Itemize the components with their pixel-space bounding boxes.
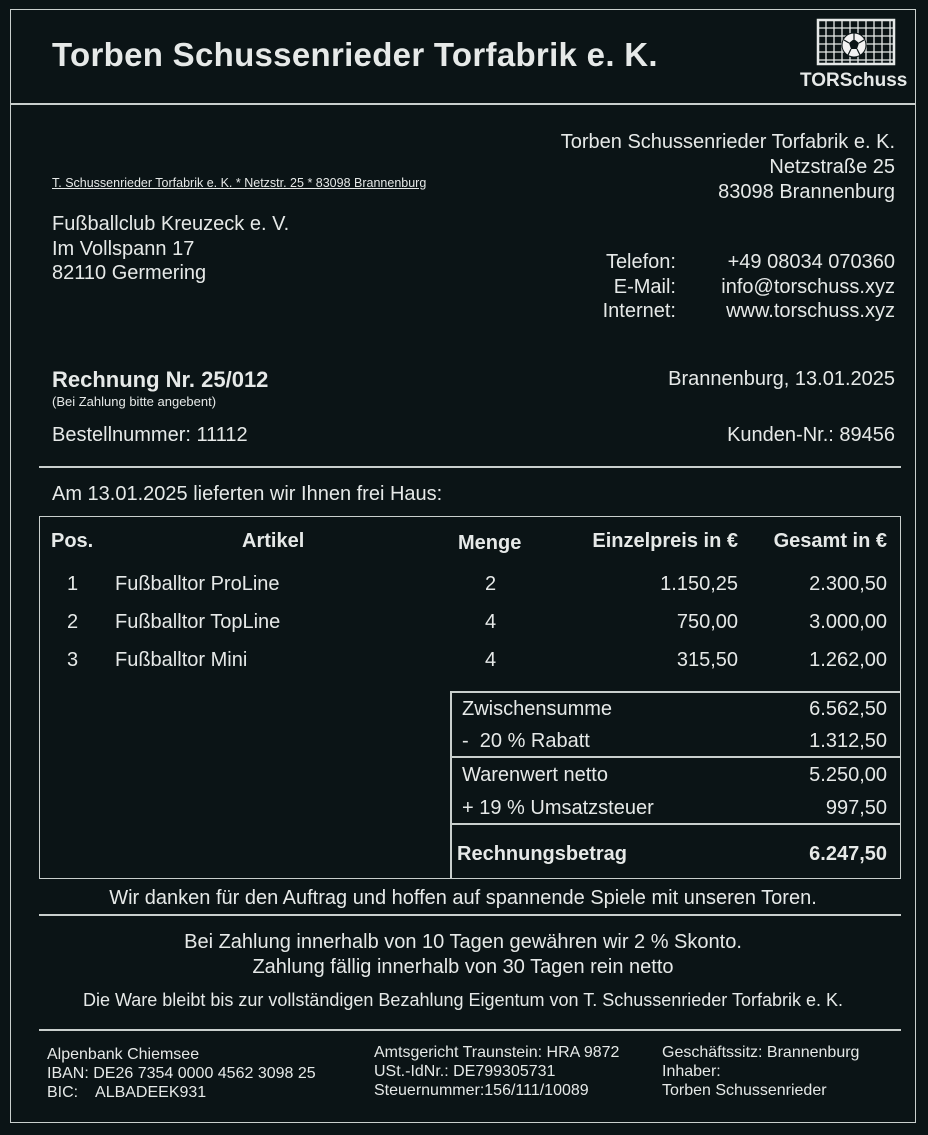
phone-number: +49 08034 070360 [727,251,895,273]
footer-bank [47,1045,316,1102]
order-number: Bestellnummer: 11112 [52,424,248,446]
summary-left-rule [450,691,452,879]
phone-label: Telefon: [605,251,676,273]
header-qty: Menge [458,532,522,554]
business-seat: Geschäftssitz: Brannenburg [662,1044,860,1061]
logo-text: TORSchuss [800,70,908,91]
thanks-text: Wir danken für den Auftrag und hoffen auf spannende Spiele mit unseren Toren. [109,887,817,909]
owner-label: Inhaber: [662,1063,721,1080]
notes-divider [39,914,901,916]
company-title: Torben Schussenrieder Torfabrik e. K. [52,36,658,73]
discount-label: - 20 % Rabatt [462,730,590,752]
court-registration: Amtsgericht Traunstein: HRA 9872 [374,1044,620,1061]
company-address [561,130,895,205]
row-total: 3.000,00 [809,611,887,633]
row-qty: 4 [485,611,497,633]
summary-bottom-rule [450,823,901,825]
meta-divider [39,466,901,468]
footer-seat [662,1043,859,1100]
recipient-address [52,212,289,286]
row-pos: 3 [67,649,79,671]
header-total: Gesamt in € [773,530,887,552]
bank-name: Alpenbank Chiemsee [47,1046,200,1063]
header-unit-price: Einzelpreis in € [592,530,738,552]
vat-value: 997,50 [825,797,887,819]
total-value: 6.247,50 [809,843,887,865]
customer-number: Kunden-Nr.: 89456 [727,424,895,446]
row-unit-price: 750,00 [676,611,738,633]
header-pos: Pos. [51,530,94,552]
contact-labels [603,250,676,324]
row-unit-price: 1.150,25 [660,573,738,595]
website: www.torschuss.xyz [726,300,895,322]
due-text: Zahlung fällig innerhalb von 30 Tagen rein netto [252,956,674,978]
delivery-text: Am 13.01.2025 lieferten wir Ihnen frei Haus: [52,483,443,505]
total-label: Rechnungsbetrag [457,843,628,865]
web-label: Internet: [602,300,676,322]
company-address-city: 83098 Brannenburg [718,181,895,203]
recipient-name: Fußballclub Kreuzeck e. V. [52,213,290,235]
owner-name: Torben Schussenrieder [662,1082,827,1099]
skonto-text: Bei Zahlung innerhalb von 10 Tagen gewähren wir 2 % Skonto. [184,931,742,953]
email-address: info@torschuss.xyz [721,275,895,298]
bic: BIC: ALBADEEK931 [47,1084,207,1101]
company-address-name: Torben Schussenrieder Torfabrik e. K. [560,131,895,153]
row-article: Fußballtor ProLine [115,573,280,595]
row-unit-price: 315,50 [676,649,738,671]
summary-top-rule [450,691,901,693]
recipient-city: 82110 Germering [52,262,207,284]
sender-address-line: T. Schussenrieder Torfabrik e. K. * Netzstr. 25 * 83098 Brannenburg [52,176,427,190]
footer-divider [39,1029,901,1031]
place-date: Brannenburg, 13.01.2025 [668,368,895,390]
discount-value: 1.312,50 [809,730,887,752]
net-label: Warenwert netto [462,764,608,786]
vat-label: + 19 % Umsatzsteuer [462,797,654,819]
recipient-street: Im Vollspann 17 [52,237,195,260]
header-divider [10,103,916,105]
invoice-note: (Bei Zahlung bitte angebent) [52,394,217,409]
tax-number: Steuernummer:156/111/10089 [374,1082,589,1099]
row-total: 2.300,50 [809,573,887,595]
row-total: 1.262,00 [809,649,887,671]
ownership-text: Die Ware bleibt bis zur vollständigen Bezahlung Eigentum von T. Schussenrieder Torfabrik e. K. [82,990,844,1010]
row-article: Fußballtor TopLine [115,611,281,633]
subtotal-label: Zwischensumme [462,698,613,720]
row-pos: 1 [67,573,79,595]
footer-legal [374,1043,619,1100]
summary-mid-rule [450,756,901,758]
iban: IBAN: DE26 7354 0000 4562 3098 25 [47,1065,316,1082]
header-article: Artikel [242,530,305,552]
invoice-title: Rechnung Nr. 25/012 [52,367,269,392]
contact-values [721,250,895,324]
net-value: 5.250,00 [809,764,887,786]
vat-id: USt.-IdNr.: DE799305731 [374,1063,556,1080]
company-address-street: Netzstraße 25 [769,156,895,178]
subtotal-value: 6.562,50 [809,698,887,720]
email-label: E-Mail: [613,275,676,298]
row-qty: 2 [485,573,497,595]
row-qty: 4 [485,649,497,671]
row-pos: 2 [67,611,79,633]
row-article: Fußballtor Mini [115,649,248,671]
